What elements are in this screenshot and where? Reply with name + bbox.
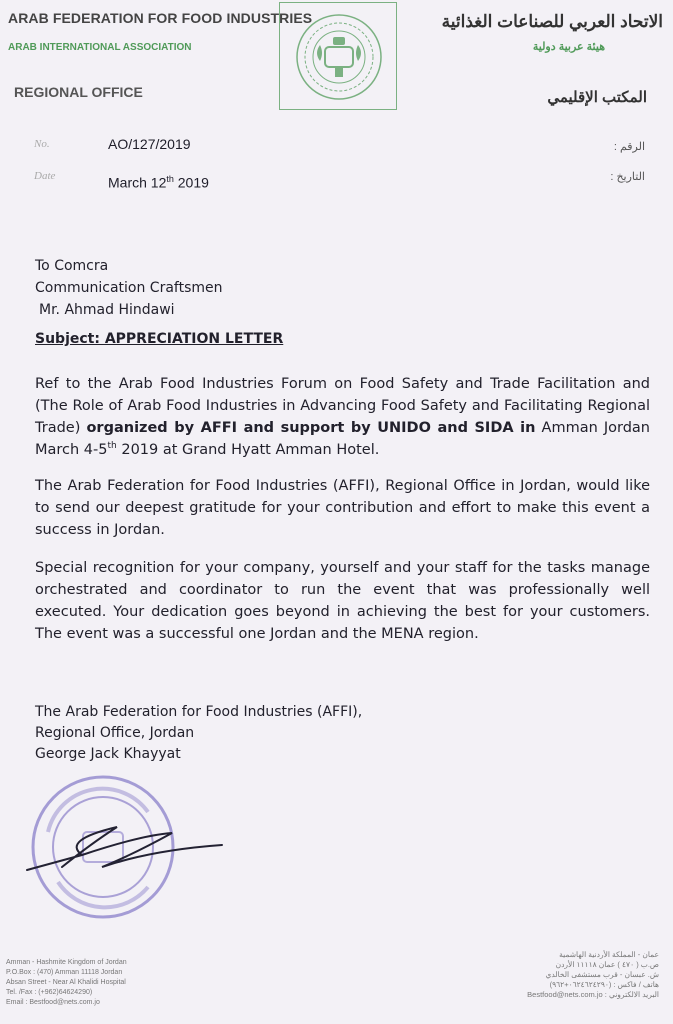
signature-icon — [22, 815, 232, 885]
date-year: 2019 — [177, 174, 209, 191]
footer-address-ar — [527, 950, 659, 1000]
subject-line: Subject: APPRECIATION LETTER — [35, 331, 284, 347]
footer-email: البريد الالكتروني : Bestfood@nets.com.jo — [527, 990, 659, 999]
closing-line: The Arab Federation for Food Industries (AFFI), — [35, 704, 363, 720]
affi-logo-icon — [280, 3, 398, 111]
logo-box — [279, 2, 397, 110]
ref-label-ar: الرقم : — [613, 141, 645, 153]
date-suffix: th — [166, 174, 174, 184]
footer-line: ص.ب ( ٤٧٠ ) عمان ١١١١٨ الأردن — [555, 960, 659, 969]
letter-date — [108, 174, 209, 191]
recipient-line: Communication Craftsmen — [35, 280, 223, 296]
regional-office-ar: المكتب الإقليمي — [547, 89, 647, 106]
ref-number: AO/127/2019 — [108, 136, 191, 152]
date-label: Date — [34, 170, 56, 182]
paragraph-1 — [35, 373, 650, 461]
regional-office-en: REGIONAL OFFICE — [14, 84, 143, 100]
date-label-ar: التاريخ : — [610, 171, 645, 183]
footer-email: Email : Bestfood@nets.com.jo — [6, 999, 100, 1006]
recipient-line: To Comcra — [35, 258, 109, 274]
p1-text-c: 2019 at Grand Hyatt Amman Hotel. — [116, 442, 380, 458]
closing-block — [35, 702, 650, 765]
assoc-name-ar: هيئة عربية دولية — [532, 41, 605, 53]
assoc-name-en: ARAB INTERNATIONAL ASSOCIATION — [8, 42, 192, 53]
footer-line: هاتف / فاكس : (٠٦٢٤٦٢٤٢٩٠+٩٦٢) — [549, 980, 659, 989]
p1-sup: th — [107, 441, 117, 452]
footer-address-en — [6, 958, 127, 1008]
recipient-line: Mr. Ahmad Hindawi — [39, 302, 175, 318]
recipient-block — [35, 255, 650, 321]
paragraph-2: The Arab Federation for Food Industries (AFFI), Regional Office in Jordan, would like to send our deepest gratitude for your contribution and effort to make this event a success in Jordan. — [35, 478, 650, 538]
paragraph-3: Special recognition for your company, yourself and your staff for the tasks manage orchestrated and coordinator to run the event that was professionally well executed. Your dedication goes beyond in achieving the best for your customers. The event was a successful one Jordan and the MENA region. — [35, 560, 650, 642]
footer-line: Amman - Hashmite Kingdom of Jordan — [6, 959, 127, 966]
footer-line: ش. عبسان - قرب مستشفى الخالدي — [545, 970, 659, 979]
p1-bold: organized by AFFI and support by UNIDO and SIDA in — [86, 420, 536, 436]
closing-line: Regional Office, Jordan — [35, 725, 195, 741]
signatory-name: George Jack Khayyat — [35, 746, 181, 762]
p1-text-b: Amman Jordan March 4-5 — [35, 420, 650, 458]
footer-line: Absan Street - Near Al Khalidi Hospital — [6, 979, 126, 986]
footer-line: Tel. /Fax : (+962)64624290) — [6, 989, 93, 996]
org-name-en: ARAB FEDERATION FOR FOOD INDUSTRIES — [8, 10, 313, 26]
p1-text-a: Ref to the Arab Food Industries Forum on Food Safety and Trade Facilitation and (The Role of Arab Food Industries in Advancing Food Safety and Facilitating Regional Trade) — [35, 376, 650, 436]
org-name-ar: الاتحاد العربي للصناعات الغذائية — [441, 12, 663, 31]
footer-line: P.O.Box : (470) Amman 11118 Jordan — [6, 969, 123, 976]
footer-line: عمان - المملكة الأردنية الهاشمية — [559, 950, 659, 959]
ref-label: No. — [34, 138, 50, 150]
date-month-day: March 12 — [108, 174, 167, 191]
